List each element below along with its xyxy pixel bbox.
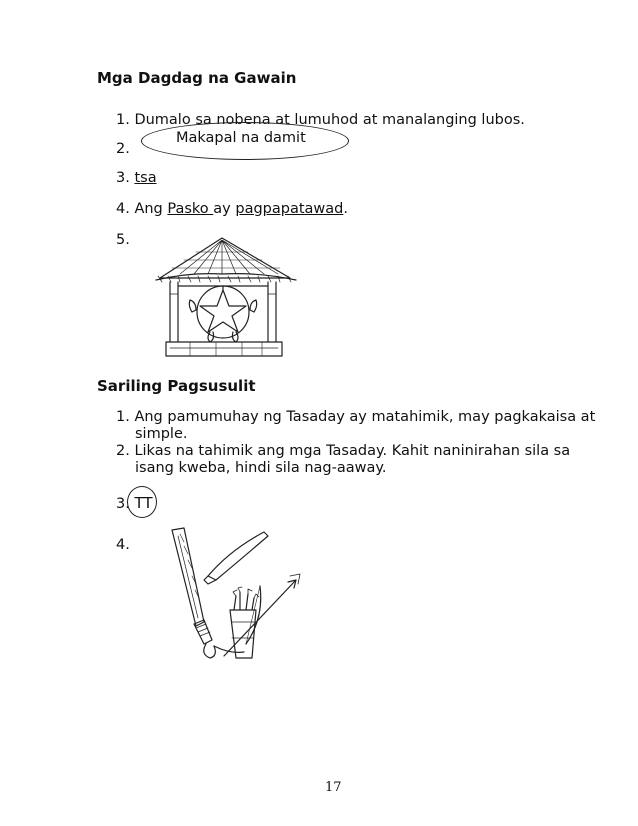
answer-circle <box>127 486 157 518</box>
item-4-dagdag <box>116 201 348 217</box>
item-4-word-pagpapatawad: pagpapatawad <box>235 201 344 217</box>
section-heading-sariling: Sariling Pagsusulit <box>97 377 256 395</box>
item-3-number: 3. <box>116 170 135 186</box>
item-2-line-1: 2. Likas na tahimik ang mga Tasaday. Kahit naninirahan sila sa <box>116 443 571 459</box>
item-3-dagdag <box>116 170 157 186</box>
item-4-word-pasko: Pasko <box>167 201 214 217</box>
item-4-sariling-number: 4. <box>116 537 130 553</box>
item-3-sariling-number: 3. <box>116 496 135 512</box>
item-4-end: . <box>343 201 348 217</box>
item-3-sariling-answer: TT <box>134 494 153 512</box>
weapons-icon <box>160 526 310 664</box>
item-5-number: 5. <box>116 232 130 248</box>
section-heading-dagdag: Mga Dagdag na Gawain <box>97 69 297 87</box>
item-1-line-1: 1. Ang pamumuhay ng Tasaday ay matahimik, may pagkakaisa at <box>116 409 596 425</box>
item-3-answer: tsa <box>134 170 157 186</box>
item-1-line-2: simple. <box>135 426 188 442</box>
item-4-prefix: 4. Ang <box>116 201 168 217</box>
item-4-mid: ay <box>213 201 236 217</box>
item-2-number: 2. <box>116 141 130 157</box>
item-2-line-2: isang kweba, hindi sila nag-aaway. <box>135 460 387 476</box>
item-2-answer: Makapal na damit <box>176 130 306 146</box>
item-1-dagdag: 1. Dumalo sa nobena at lumuhod at manalanging lubos. <box>116 112 525 128</box>
nipa-hut-icon <box>150 234 300 360</box>
page-number: 17 <box>325 780 342 795</box>
